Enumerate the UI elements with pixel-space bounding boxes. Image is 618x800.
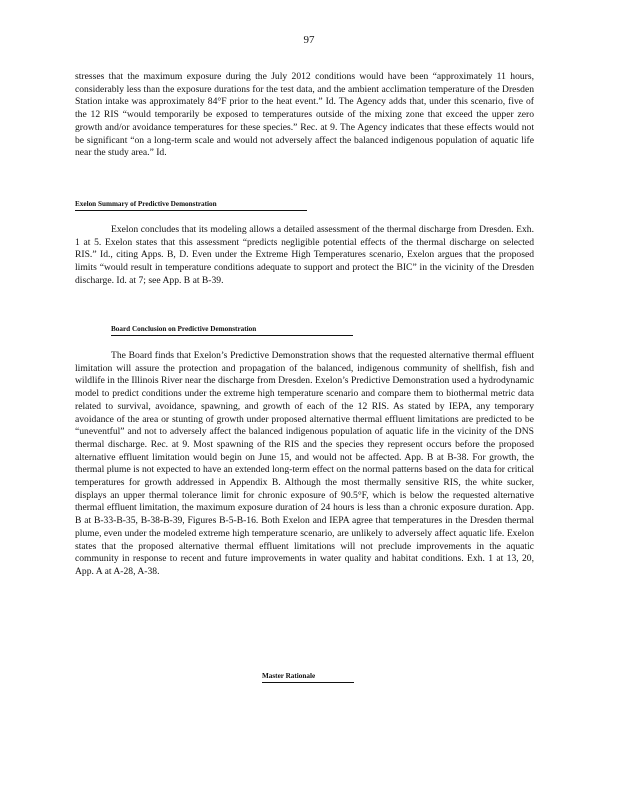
board-conclusion-heading: Board Conclusion on Predictive Demonstration xyxy=(111,325,257,333)
master-rationale-heading: Master Rationale xyxy=(262,672,316,680)
exelon-summary-heading-underline xyxy=(75,210,307,211)
board-conclusion-block xyxy=(75,350,534,579)
board-conclusion-paragraph: The Board finds that Exelon’s Predictive Demonstration shows that the requested alternative thermal effluent limitation will assure the protection and propagation of the balanced, indigenous community of shellfish, fish and wildlife in the Illinois River near the discharge from Dresden. Exelon’s Predictive Demonstration used a hydrodynamic model to predict conditions under the extreme high temperature scenario and compare them to biothermal metric data related to survival, avoidance, spawning, and growth of each of the 12 RIS. As stated by IEPA, any temporary avoidance of the area or stunting of growth under proposed alternative thermal effluent limitations are predicted to be “uneventful” and not to adversely affect the balanced indigenous population of aquatic life in the vicinity of the DNS thermal discharge. Rec. at 9. Most spawning of the RIS and the species they represent occurs before the proposed alternative effluent limitation would begin on June 15, and would not be affected. App. B at B-38. For growth, the thermal plume is not expected to have an extended long-term effect on the normal patterns based on the data for critical temperatures for growth addressed in Appendix B. Although the most thermally sensitive RIS, the white sucker, displays an upper thermal tolerance limit for chronic exposure of 90.5°F, which is below the requested alternative thermal effluent limitation, the maximum exposure duration of 24 hours is less than a chronic exposure duration. App. B at B-33-B-35, B-38-B-39, Figures B-5-B-16. Both Exelon and IEPA agree that temperatures in the Dresden thermal plume, even under the modeled extreme high temperature scenario, are unlikely to adversely affect aquatic life. Exelon states that the proposed alternative thermal effluent limitations will not preclude improvements in the aquatic community in response to recent and future improvements in water quality and habitat conditions. Exh. 1 at 13, 20, App. A at A-28, A-38. xyxy=(75,350,534,577)
exelon-summary-block xyxy=(75,224,534,288)
exelon-summary-paragraph: Exelon concludes that its modeling allows a detailed assessment of the thermal discharge from Dresden. Exh. 1 at 5. Exelon states that this assessment “predicts negligible potential effects of the thermal discharge on selected RIS.” Id., citing Apps. B, D. Even under the Extreme High Temperatures scenario, Exelon argues that the proposed limits “would result in temperature conditions adequate to support and protect the BIC” in the vicinity of the Dresden discharge. Id. at 7; see App. B at B-39. xyxy=(75,224,534,286)
board-conclusion-heading-underline xyxy=(111,335,353,336)
master-rationale-heading-underline xyxy=(262,682,354,683)
page-number: 97 xyxy=(303,34,315,46)
intro-paragraph: stresses that the maximum exposure during the July 2012 conditions would have been “approximately 11 hours, considerably less than the exposure durations for the test data, and the ambient acclimation temperature of the Dresden Station intake was approximately 84°F prior to the heat event.” Id. The Agency adds that, under this scenario, five of the 12 RIS “would temporarily be exposed to temperatures outside of the mixing zone that exceed the upper zero growth and/or avoidance temperatures for these species.” Rec. at 9. The Agency indicates that these effects would not be significant “on a long-term scale and would not adversely affect the balanced indigenous population of aquatic life near the study area.” Id. xyxy=(75,71,534,159)
intro-paragraph-block xyxy=(75,71,534,160)
exelon-summary-heading: Exelon Summary of Predictive Demonstration xyxy=(75,200,217,208)
